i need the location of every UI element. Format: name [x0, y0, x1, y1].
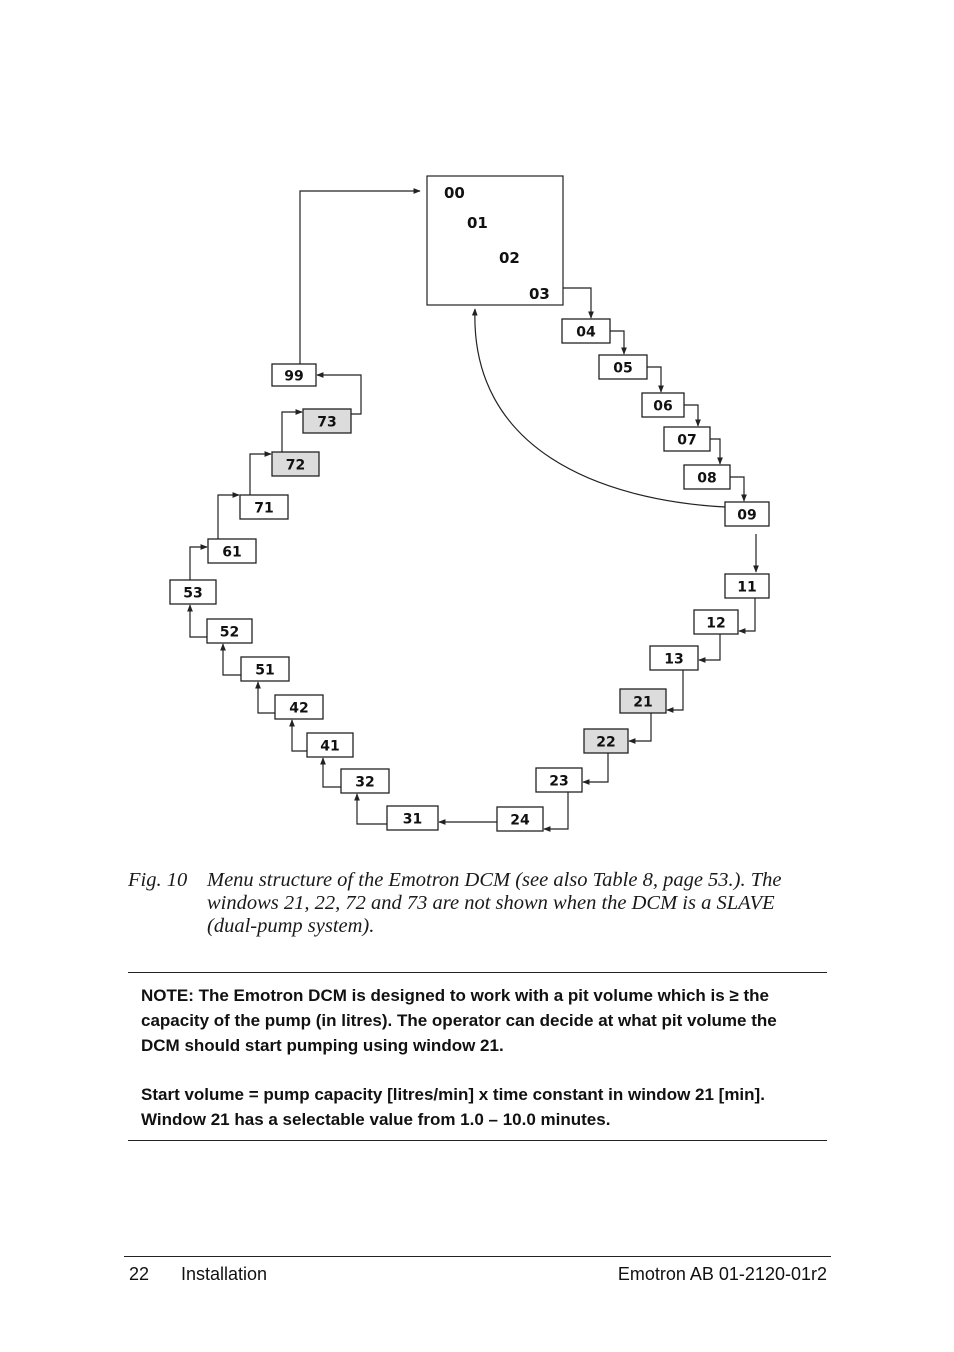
figure-label: Fig. 10 [128, 869, 188, 891]
window-label: 71 [254, 500, 274, 517]
window-label: 61 [222, 544, 242, 561]
window-box-53 [170, 580, 216, 604]
connector-72-73 [282, 412, 302, 452]
connector-06-07 [684, 405, 698, 426]
connector-22-23 [583, 753, 608, 782]
window-label: 31 [402, 811, 423, 828]
window-label: 13 [664, 651, 684, 668]
window-label: 41 [320, 738, 340, 755]
window-box-04 [562, 319, 610, 343]
connector-05-06 [647, 367, 661, 392]
window-box-06 [642, 393, 684, 417]
window-label: 24 [510, 812, 530, 829]
note-paragraph-2: Start volume = pump capacity [litres/min] x time constant in window 21 [min]. Window 21 has a selectable value from 1.0 – 10.0 minutes. [141, 1085, 765, 1129]
window-label: 07 [677, 432, 697, 449]
window-box-72 [272, 452, 319, 476]
connector-08-09 [730, 477, 744, 501]
connector-32-41 [323, 758, 341, 787]
window-label: 09 [737, 507, 757, 524]
window-box-42 [275, 695, 323, 719]
footer-section: Installation [181, 1264, 268, 1284]
window-box-07 [664, 427, 710, 451]
window-box-99 [272, 364, 316, 386]
connector-51-52 [223, 644, 241, 675]
window-label: 53 [183, 585, 203, 602]
connector-13-21 [667, 670, 683, 710]
window-label: 23 [549, 773, 569, 790]
window-label: 08 [697, 470, 717, 487]
footer-rule [124, 1256, 831, 1257]
window-label: 72 [285, 457, 306, 474]
connector-41-42 [292, 720, 307, 751]
window-box-08 [684, 465, 730, 489]
window-box-31 [387, 806, 438, 830]
window-box-41 [307, 733, 353, 757]
window-box-11 [725, 574, 769, 598]
window-label: 04 [576, 324, 596, 341]
connector-73-99 [317, 375, 361, 414]
window-label: 11 [737, 579, 757, 596]
window-label: 22 [596, 734, 616, 751]
window-label: 05 [613, 360, 633, 377]
window-label: 12 [706, 615, 726, 632]
connector-42-51 [258, 682, 275, 713]
window-label: 21 [633, 694, 653, 711]
menu-item-00: 00 [444, 184, 465, 202]
window-label: 73 [317, 414, 337, 431]
window-label: 06 [653, 398, 673, 415]
note-box [128, 972, 827, 1141]
window-box-05 [599, 355, 647, 379]
top-menu-box [427, 176, 563, 305]
connector-71-72 [250, 454, 271, 495]
connector-99-to-top [300, 191, 420, 364]
connector-12-13 [699, 634, 720, 660]
connector-52-53 [190, 605, 207, 637]
connector-31-32 [357, 794, 387, 824]
connector-53-61 [190, 547, 207, 580]
connector-04-05 [610, 331, 624, 354]
window-box-12 [694, 610, 738, 634]
connector-11-12 [739, 598, 755, 631]
menu-item-01: 01 [467, 214, 488, 232]
connector-23-24 [544, 792, 568, 829]
window-box-51 [241, 657, 289, 681]
connector-61-71 [218, 495, 239, 539]
window-box-32 [341, 769, 389, 793]
menu-item-02: 02 [499, 249, 520, 267]
window-label: 52 [219, 624, 240, 641]
window-label: 51 [255, 662, 275, 679]
page-number: 22 [129, 1264, 150, 1284]
connector-03-04 [563, 288, 591, 318]
window-box-09 [725, 502, 769, 526]
document-id: Emotron AB 01-2120-01r2 [617, 1264, 827, 1284]
menu-item-03: 03 [529, 285, 550, 303]
window-box-61 [208, 539, 256, 563]
window-label: 32 [355, 774, 375, 791]
window-box-22 [584, 729, 628, 753]
window-box-71 [240, 495, 288, 519]
window-box-21 [620, 689, 666, 713]
window-box-73 [303, 409, 351, 433]
window-box-13 [650, 646, 698, 670]
note-paragraph-1: NOTE: The Emotron DCM is designed to work with a pit volume which is ≥ the capacity of the pump (in litres). The operator can decide at what pit volume the DCM should start pumping using window 21. [141, 986, 777, 1055]
connector-07-08 [710, 439, 720, 464]
window-label: 42 [289, 700, 309, 717]
window-label: 99 [284, 368, 304, 385]
figure-caption-text: Menu structure of the Emotron DCM (see also Table 8, page 53.). The windows 21, 22, 72 and 73 are not shown when the DCM is a SLAVE (dual-pump system). [207, 869, 782, 937]
window-box-24 [497, 807, 543, 831]
window-box-52 [207, 619, 252, 643]
connector-21-22 [629, 713, 651, 741]
window-box-23 [536, 768, 582, 792]
